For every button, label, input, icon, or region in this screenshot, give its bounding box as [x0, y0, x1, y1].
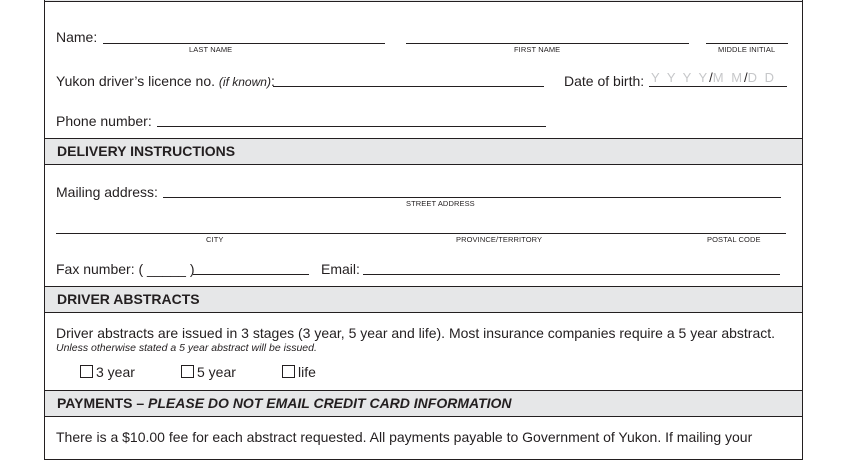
checkbox-life[interactable] — [282, 365, 295, 378]
middle-initial-caption: MIDDLE INITIAL — [718, 45, 776, 54]
licence-hint: (if known) — [218, 75, 271, 89]
option-3-year[interactable] — [80, 364, 135, 380]
fax-number-field[interactable] — [193, 274, 309, 275]
mailing-address-label: Mailing address: — [56, 184, 158, 200]
licence-label-text: Yukon driver’s licence no. — [56, 73, 216, 89]
option-life-label: life — [298, 364, 316, 380]
city-province-postal-field[interactable] — [56, 233, 786, 234]
checkbox-3-year[interactable] — [80, 365, 93, 378]
abstracts-note: Unless otherwise stated a 5 year abstract will be issued. — [56, 342, 317, 354]
name-label: Name: — [56, 29, 98, 45]
option-life[interactable] — [282, 364, 316, 380]
email-label: Email: — [321, 261, 360, 277]
first-name-field[interactable] — [406, 43, 689, 44]
section-header-driver-information — [45, 0, 802, 2]
middle-initial-field[interactable] — [706, 43, 788, 44]
dob-year-placeholder: Y Y Y Y — [651, 70, 710, 85]
last-name-field[interactable] — [103, 43, 385, 44]
date-of-birth-label: Date of birth: — [564, 73, 645, 89]
payments-text: There is a $10.00 fee for each abstract requested. All payments payable to Government of Yukon. If mailing your — [56, 429, 753, 445]
date-of-birth-field[interactable] — [649, 86, 787, 87]
section-header-driver-abstracts: DRIVER ABSTRACTS — [45, 286, 802, 313]
payments-header-warning: PLEASE DO NOT EMAIL CREDIT CARD INFORMATION — [148, 395, 512, 411]
email-field[interactable] — [363, 274, 780, 275]
street-address-field[interactable] — [163, 197, 781, 198]
option-5-year-label: 5 year — [197, 364, 236, 380]
date-of-birth-placeholder — [651, 70, 776, 85]
first-name-caption: FIRST NAME — [514, 45, 561, 54]
fax-number-label: Fax number: ( _____ ) — [56, 261, 195, 277]
option-5-year[interactable] — [181, 364, 236, 380]
dob-day-placeholder: D D — [747, 70, 777, 85]
licence-label — [56, 73, 275, 89]
dob-month-placeholder: M M — [712, 70, 745, 85]
abstract-request-form — [44, 0, 803, 460]
postal-code-caption: POSTAL CODE — [707, 235, 761, 244]
licence-number-field[interactable] — [273, 86, 544, 87]
licence-colon: : — [270, 73, 275, 89]
checkbox-5-year[interactable] — [181, 365, 194, 378]
dob-separator: / — [744, 70, 748, 85]
option-3-year-label: 3 year — [96, 364, 135, 380]
dob-separator: / — [709, 70, 713, 85]
phone-label: Phone number: — [56, 113, 152, 129]
section-header-payments — [45, 390, 802, 417]
street-address-caption: STREET ADDRESS — [406, 199, 475, 208]
province-caption: PROVINCE/TERRITORY — [456, 235, 543, 244]
phone-number-field[interactable] — [157, 126, 546, 127]
payments-header-prefix: PAYMENTS – — [57, 395, 149, 411]
last-name-caption: LAST NAME — [189, 45, 233, 54]
abstracts-description: Driver abstracts are issued in 3 stages (3 year, 5 year and life). Most insurance companies require a 5 year abstract. — [56, 325, 776, 341]
city-caption: CITY — [206, 235, 224, 244]
section-header-delivery-instructions: DELIVERY INSTRUCTIONS — [45, 138, 802, 165]
